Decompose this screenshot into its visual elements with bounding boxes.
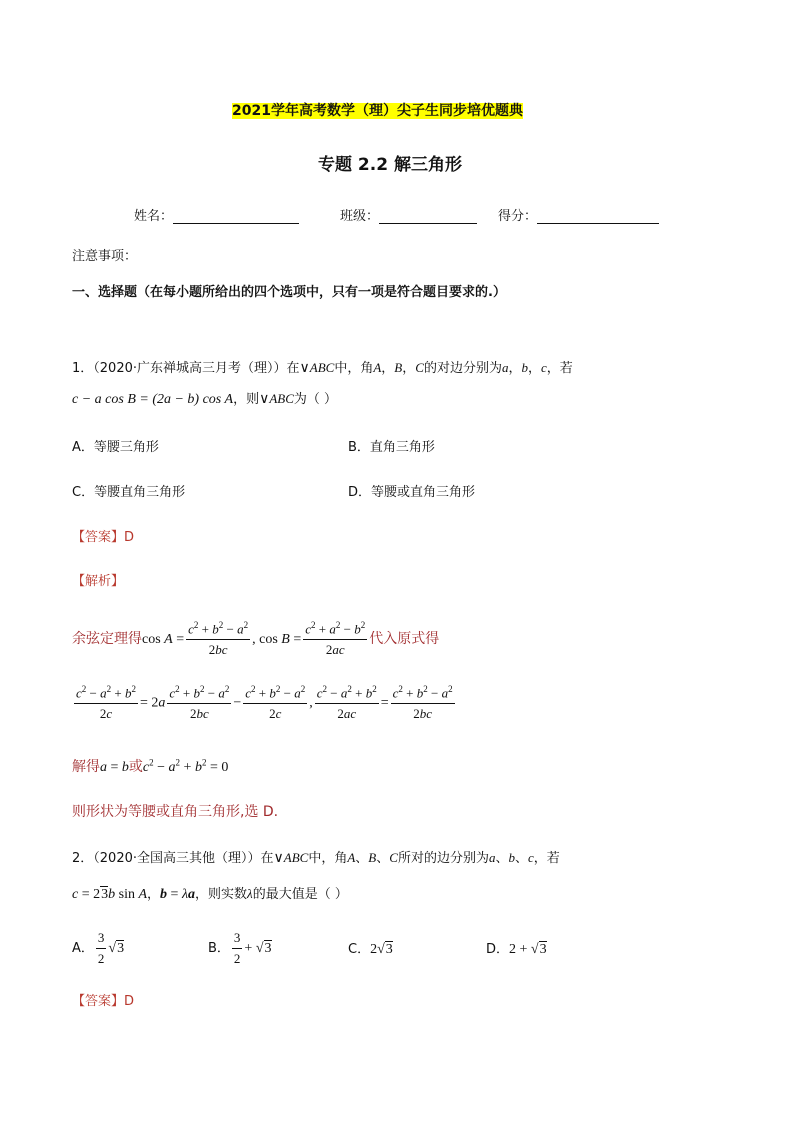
q2-answer: 【答案】D (72, 994, 135, 1009)
notes-label: 注意事项： (72, 249, 138, 264)
score-label: 得分： (498, 209, 538, 224)
series-title: 2021学年高考数学（理）尖子生同步培优题典 (232, 103, 523, 119)
score-blank[interactable] (537, 211, 659, 224)
class-field[interactable] (340, 205, 477, 224)
score-field[interactable] (498, 205, 659, 224)
q2-option-b[interactable]: B． $\frac{3}{2}$ + √3 (208, 930, 272, 966)
name-field[interactable] (134, 205, 299, 224)
q1-option-d[interactable]: D．等腰或直角三角形 (348, 485, 476, 500)
class-label: 班级： (340, 209, 380, 224)
q1-option-a[interactable]: A．等腰三角形 (72, 440, 159, 455)
q2-option-c[interactable]: C．2√3 (348, 942, 393, 957)
class-blank[interactable] (379, 211, 477, 224)
q1-stem-line1: 1．（2020·广东禅城高三月考（理））在∨ABC中，角A，B，C的对边分别为a，b，c，若 (72, 360, 573, 376)
name-label: 姓名： (134, 209, 174, 224)
q1-analysis-label: 【解析】 (72, 574, 125, 589)
q1-option-b[interactable]: B．直角三角形 (348, 440, 435, 455)
chapter-title: 专题 2.2 解三角形 (318, 155, 462, 175)
q1-solution-line2: $\frac{c^2 - a^2 + b^2}{2c}$ = 2a $\frac{c^2 + b^2 - a^2}{2bc}$ − $\frac{c^2 + b^2 - a^2}{2c}$ , $\frac{c^2 - a^2 + b^2}{2ac}$ = $\frac{c^2 + b^2 - a^2}{2bc}$ (76, 684, 453, 722)
q2-option-d[interactable]: D．2 + √3 (486, 942, 547, 957)
section1-title: 一、选择题（在每小题所给出的四个选项中，只有一项是符合题目要求的.） (72, 285, 506, 300)
q1-stem-line2: c − a cos B = (2a − b) cos A，则∨ABC为（ ） (72, 391, 338, 407)
q2-option-a[interactable]: A． $\frac{3}{2}$ √3 (72, 930, 125, 966)
q2-stem-line2: c = 23b sin A，b = λa，则实数λ的最大值是（ ） (72, 886, 348, 902)
q1-solution-line1: 余弦定理得cos A = $\frac{c^2 + b^2 - a^2}{2bc}$ , cos B = $\frac{c^2 + a^2 - b^2}{2ac}$ 代入原式得 (72, 620, 440, 658)
triangle-icon: ∨ (273, 851, 284, 866)
triangle-icon: ∨ (259, 392, 270, 407)
triangle-icon: ∨ (299, 361, 310, 376)
q1-answer: 【答案】D (72, 530, 135, 545)
q2-stem-line1: 2．（2020·全国高三其他（理））在∨ABC中，角A、B、C所对的边分别为a、b、c，若 (72, 850, 560, 866)
q1-option-c[interactable]: C．等腰直角三角形 (72, 485, 186, 500)
q1-solution-line3: 解得a = b或$c^2 - a^2 + b^2 = 0$ (72, 757, 229, 775)
q1-solution-line4: 则形状为等腰或直角三角形,选 D. (72, 804, 279, 820)
name-blank[interactable] (173, 211, 299, 224)
